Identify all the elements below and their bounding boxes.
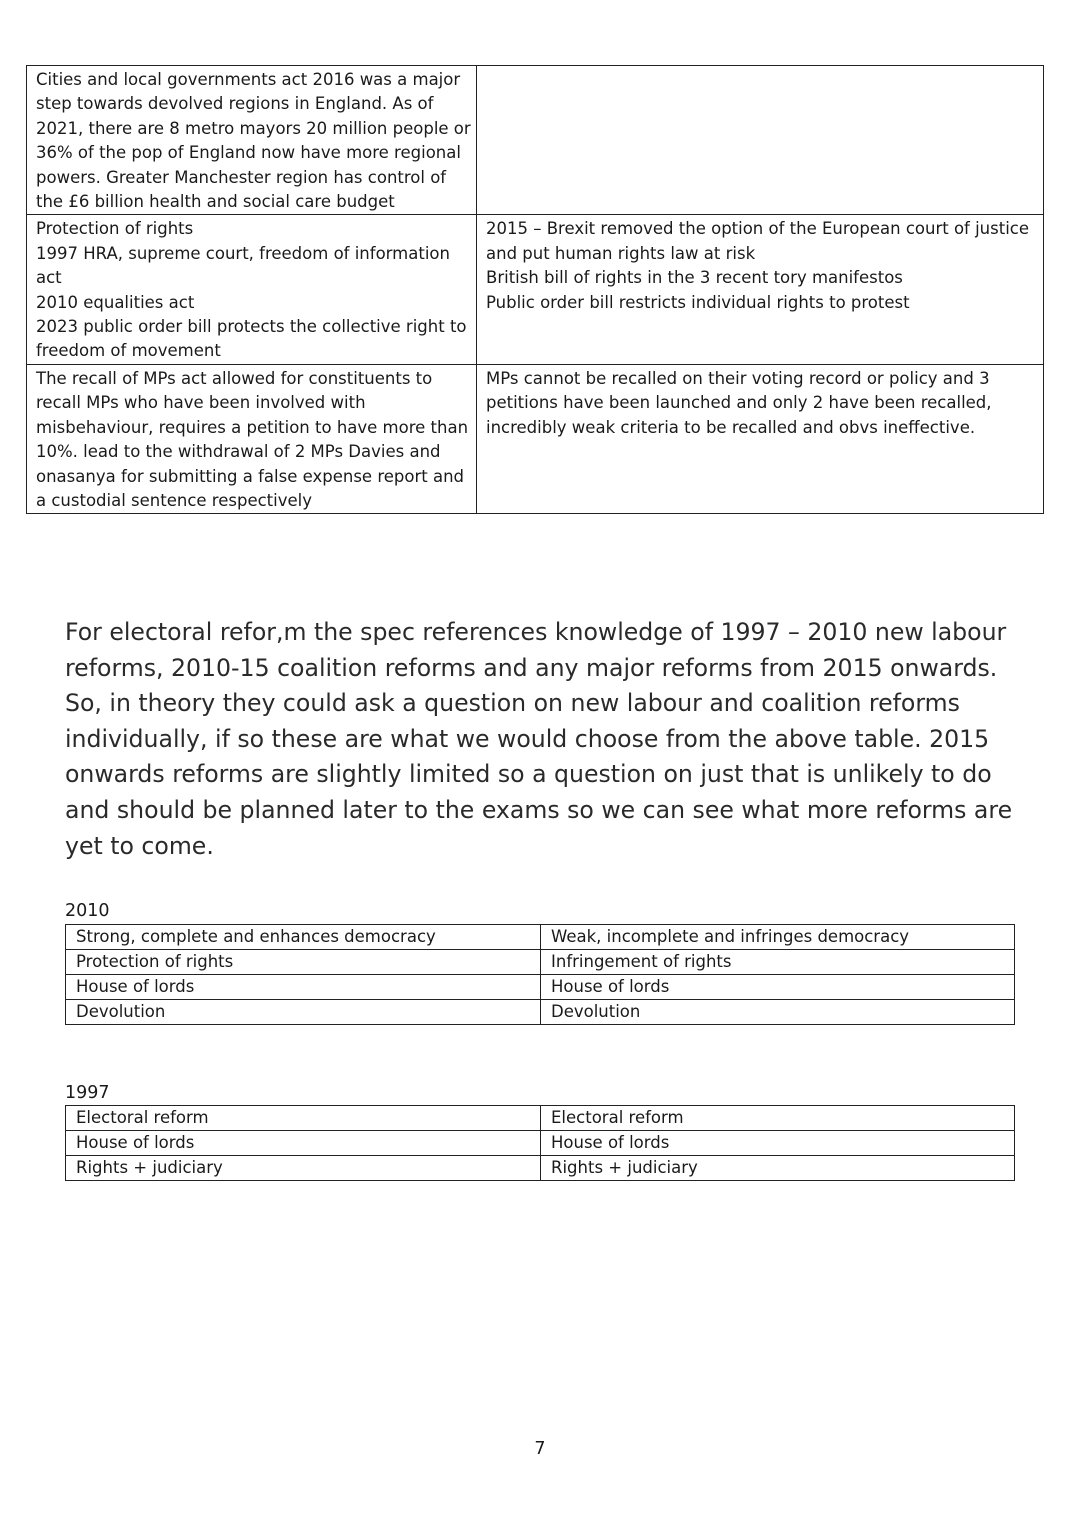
table-cell: House of lords: [66, 975, 541, 1000]
table-cell: [477, 215, 1044, 364]
table-cell: [27, 215, 477, 364]
cell-text: MPs cannot be recalled on their voting record or policy and 3: [486, 368, 990, 388]
cell-text: 10%. lead to the withdrawal of 2 MPs Davies and: [36, 442, 441, 462]
cell-text: misbehaviour, requires a petition to have more than: [36, 417, 469, 437]
cell-text: 2023 public order bill protects the collective right to: [36, 317, 467, 337]
electoral-reform-paragraph: [65, 615, 1025, 864]
paragraph-line: and should be planned later to the exams so we can see what more reforms are: [65, 795, 1013, 824]
table-row: [66, 1000, 1015, 1025]
table-row: [66, 975, 1015, 1000]
table-cell: [27, 364, 477, 513]
cell-text: recall MPs who have been involved with: [36, 393, 366, 413]
table-row: [66, 925, 1015, 950]
paragraph-line: For electoral refor,m the spec references knowledge of 1997 – 2010 new labour: [65, 618, 1007, 646]
table-row: [27, 215, 1044, 364]
paragraph-line: onwards reforms are slightly limited so a question on just that is unlikely to do: [65, 760, 992, 789]
table-row: [27, 364, 1044, 513]
cell-text: Cities and local governments act 2016 was a major: [36, 70, 461, 89]
table-cell: [27, 66, 477, 215]
paragraph-line: So, in theory they could ask a question on new labour and coalition reforms: [65, 689, 960, 718]
cell-text: 2021, there are 8 metro mayors 20 million people or: [36, 118, 471, 138]
cell-text: incredibly weak criteria to be recalled and obvs ineffective.: [486, 417, 976, 437]
table-1997: [65, 1105, 1015, 1181]
table-cell: [477, 364, 1044, 513]
paragraph-line: reforms, 2010-15 coalition reforms and any major reforms from 2015 onwards.: [65, 653, 998, 682]
cell-text: 36% of the pop of England now have more regional: [36, 143, 461, 163]
table-row: [66, 1106, 1015, 1131]
cell-text: Public order bill restricts individual rights to protest: [486, 292, 910, 312]
table-row: [66, 1131, 1015, 1156]
table-cell: Rights + judiciary: [541, 1156, 1015, 1181]
cell-text: act: [36, 268, 62, 288]
table-2010: [65, 924, 1015, 1025]
page-number: 7: [534, 1439, 546, 1459]
cell-text: The recall of MPs act allowed for constituents to: [36, 368, 433, 388]
cell-text: powers. Greater Manchester region has control of: [36, 167, 447, 187]
table-cell: Infringement of rights: [541, 950, 1015, 975]
table-row: [66, 950, 1015, 975]
table-cell: House of lords: [541, 975, 1015, 1000]
table-cell: Electoral reform: [66, 1106, 541, 1131]
cell-text: 1997 HRA, supreme court, freedom of information: [36, 243, 450, 263]
table-cell: House of lords: [66, 1131, 541, 1156]
reforms-evaluation-table: [26, 65, 1044, 514]
cell-text: 2010 equalities act: [36, 292, 195, 312]
cell-text: 2015 – Brexit removed the option of the European court of justice: [486, 219, 1030, 239]
cell-text: and put human rights law at risk: [486, 243, 756, 263]
table-row: [27, 66, 1044, 215]
cell-text: the £6 billion health and social care budget: [36, 192, 395, 212]
table-row: [66, 1156, 1015, 1181]
section-label-1997: 1997: [65, 1083, 110, 1103]
cell-text: a custodial sentence respectively: [36, 490, 312, 510]
cell-text: onasanya for submitting a false expense report and: [36, 466, 465, 486]
section-label-2010: 2010: [65, 901, 110, 921]
table-cell: Strong, complete and enhances democracy: [66, 925, 541, 950]
table-cell: House of lords: [541, 1131, 1015, 1156]
paragraph-line: individually, if so these are what we would choose from the above table. 2015: [65, 724, 990, 753]
cell-text: petitions have been launched and only 2 have been recalled,: [486, 393, 992, 413]
paragraph-line: yet to come.: [65, 831, 214, 860]
table-cell: Devolution: [541, 1000, 1015, 1025]
table-cell: Rights + judiciary: [66, 1156, 541, 1181]
cell-text: step towards devolved regions in England. As of: [36, 94, 434, 114]
cell-text: freedom of movement: [36, 341, 221, 361]
cell-text: Protection of rights: [36, 219, 194, 239]
table-cell: Electoral reform: [541, 1106, 1015, 1131]
cell-text: British bill of rights in the 3 recent tory manifestos: [486, 268, 903, 288]
table-cell: Devolution: [66, 1000, 541, 1025]
table-cell: Weak, incomplete and infringes democracy: [541, 925, 1015, 950]
table-cell: Protection of rights: [66, 950, 541, 975]
table-cell: [477, 66, 1044, 215]
